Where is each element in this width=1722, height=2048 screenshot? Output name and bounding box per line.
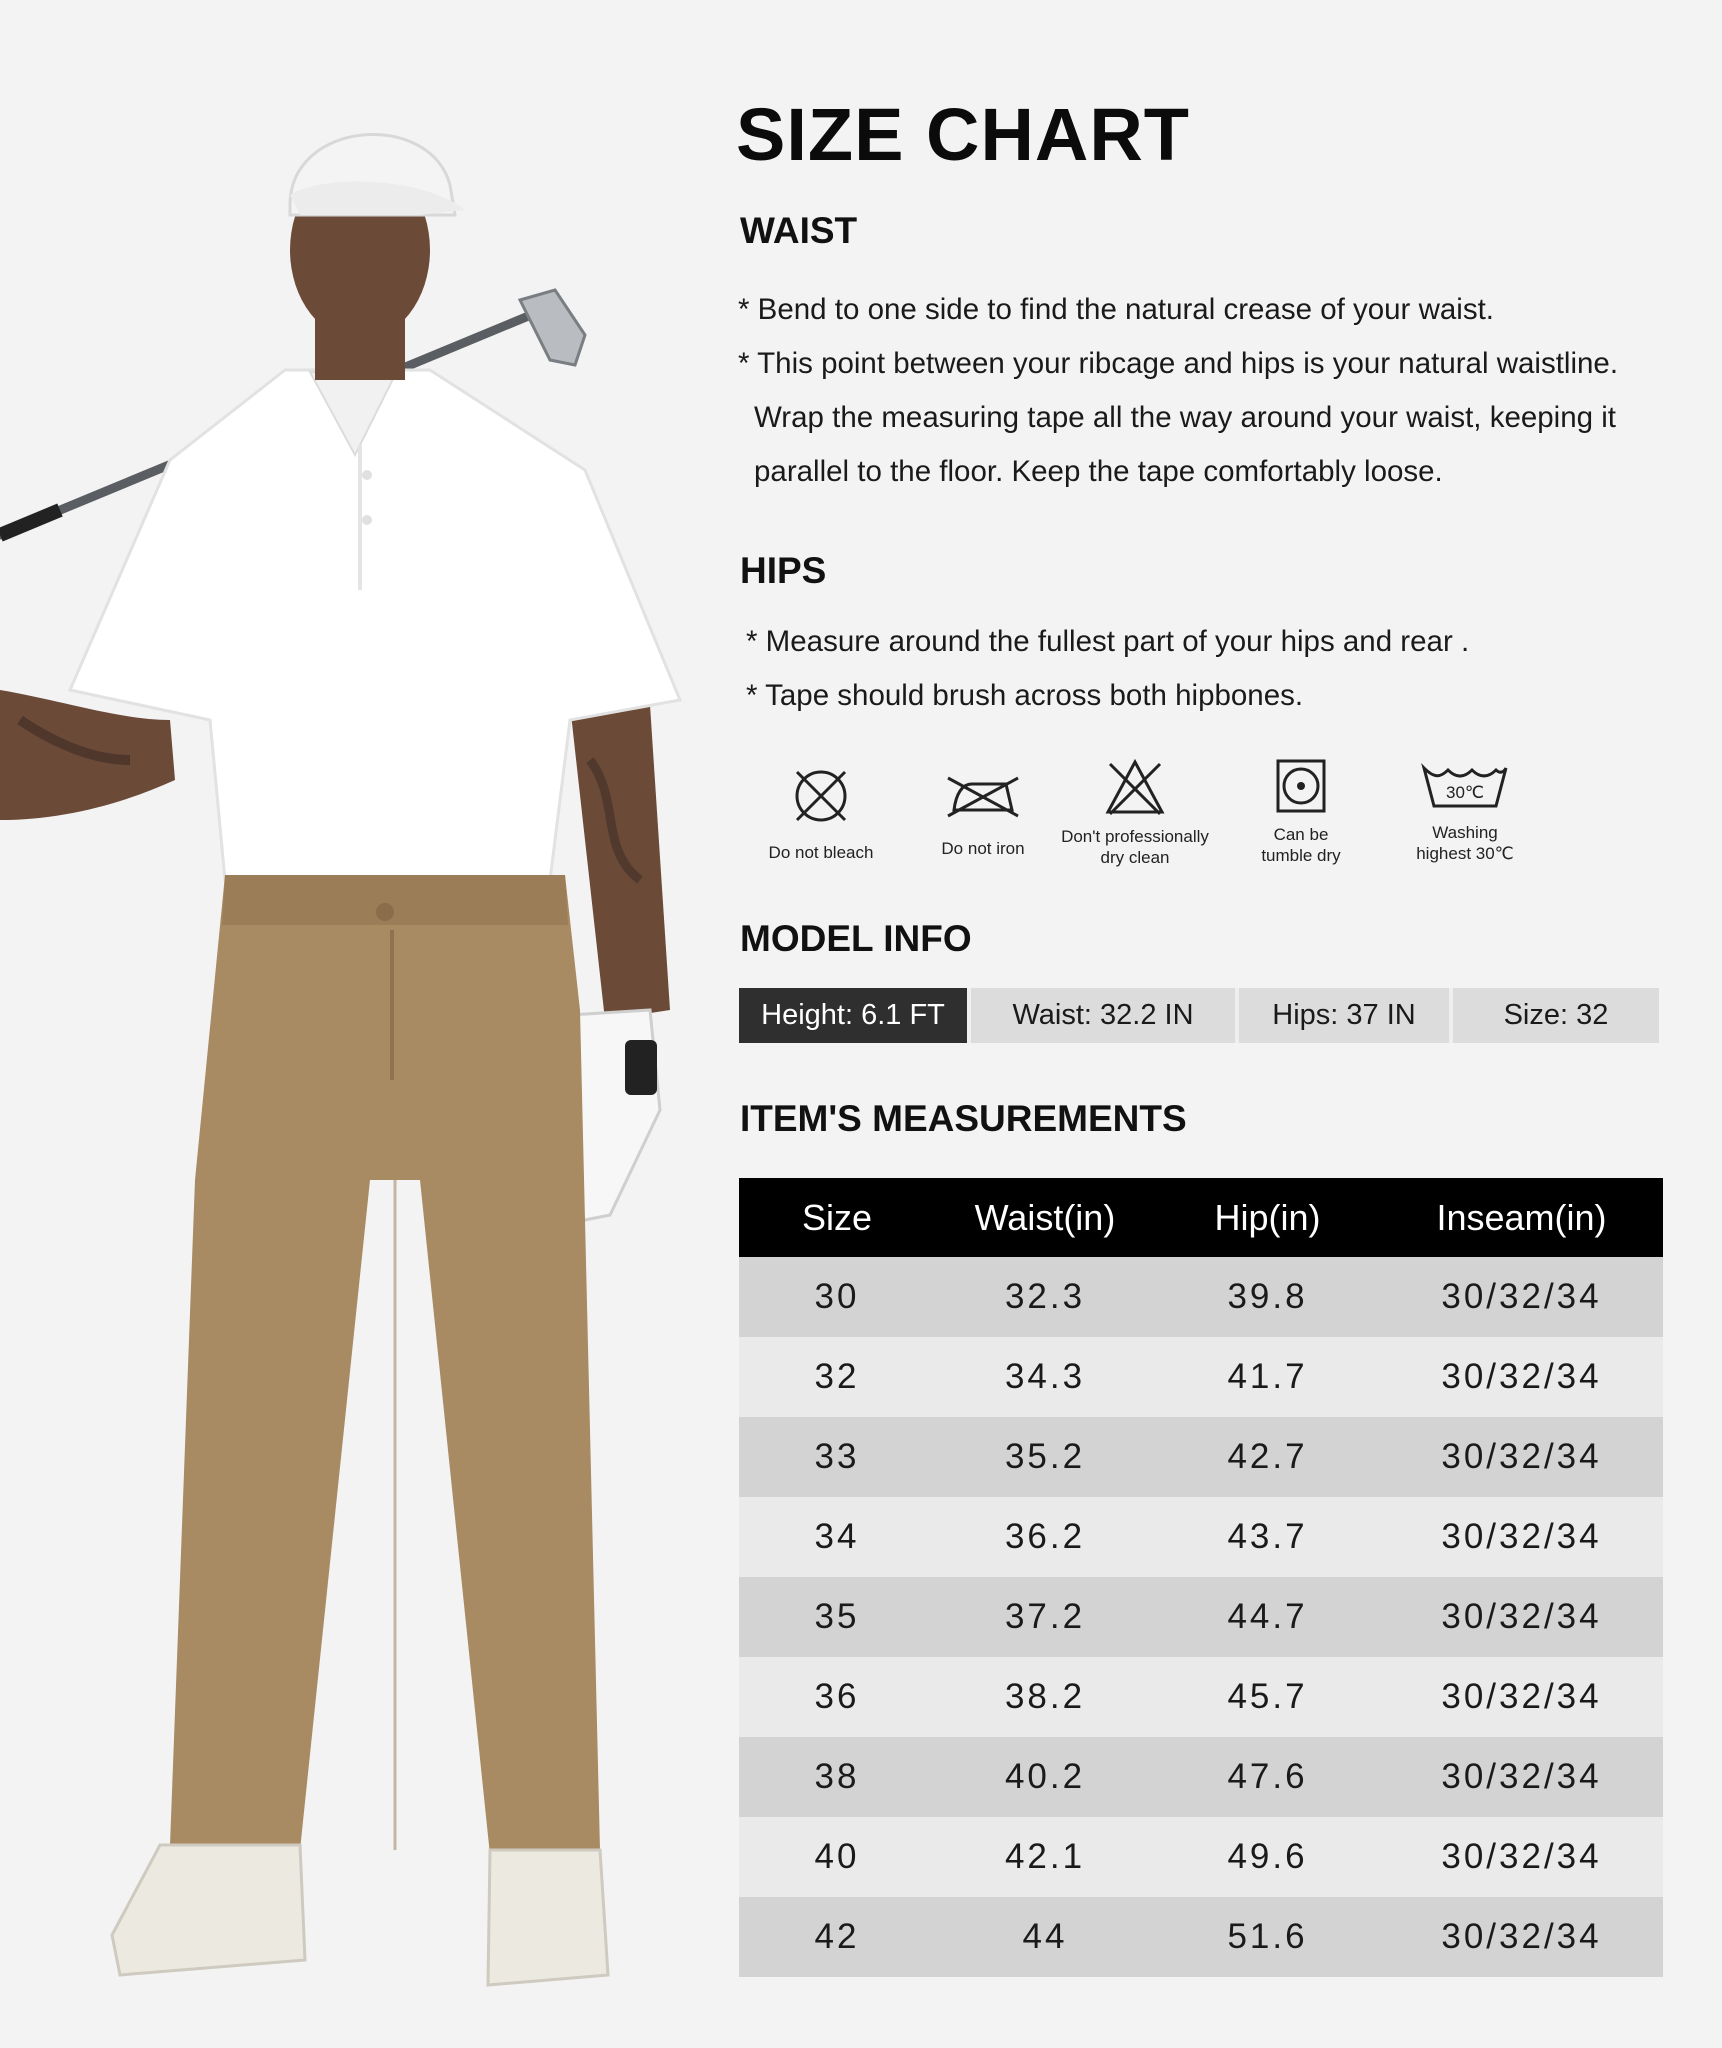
wash-temp: 30℃ [1445,783,1485,802]
cell-inseam: 30/32/34 [1441,1597,1602,1636]
care-label: Can be tumble dry [1261,825,1341,865]
care-label: Washing highest 30℃ [1416,823,1514,863]
cell-size: 40 [814,1837,860,1876]
cell-waist: 38.2 [1004,1677,1086,1716]
cell-hip: 44.7 [1227,1597,1308,1636]
model-info-heading: MODEL INFO [740,918,972,959]
cell-waist: 40.2 [1004,1757,1086,1796]
hips-heading: HIPS [740,550,827,591]
model-hips: Hips: 37 IN [1239,988,1453,1043]
model-size: Size: 32 [1453,988,1659,1043]
cell-size: 35 [814,1597,860,1636]
cell-hip: 45.7 [1227,1677,1308,1716]
table-row [739,1497,1663,1577]
cell-waist: 44 [1022,1917,1068,1956]
cell-size: 36 [814,1677,860,1716]
measurements-heading: ITEM'S MEASUREMENTS [740,1098,1187,1139]
cell-inseam: 30/32/34 [1441,1757,1602,1796]
cell-size: 32 [814,1357,860,1396]
tumble-dry-icon [1275,758,1327,814]
care-no-iron [898,772,1068,859]
cell-size: 30 [814,1277,860,1316]
care-wash-30 [1380,762,1550,864]
cell-waist: 36.2 [1004,1517,1086,1556]
table-row [739,1337,1663,1417]
model-height: Height: 6.1 FT [739,988,971,1043]
cell-waist: 35.2 [1004,1437,1086,1476]
table-row [739,1417,1663,1497]
care-instructions [736,752,1696,882]
model-waist: Waist: 32.2 IN [971,988,1239,1043]
no-bleach-icon [791,766,851,826]
cell-hip: 41.7 [1227,1357,1308,1396]
measurements-table [739,1178,1663,1977]
table-body [739,1257,1663,1977]
cell-inseam: 30/32/34 [1441,1277,1602,1316]
care-label: Don't professionally dry clean [1061,827,1209,867]
column-header-waist: Waist(in) [974,1196,1116,1238]
no-dry-clean-icon [1104,756,1166,818]
page-title: SIZE CHART [736,93,1190,176]
table-row [739,1897,1663,1977]
care-no-bleach [736,766,906,863]
cell-hip: 39.8 [1227,1277,1308,1316]
cell-waist: 34.3 [1004,1357,1086,1396]
care-tumble-dry [1216,758,1386,866]
cell-hip: 51.6 [1227,1917,1308,1956]
waist-line-3: Wrap the measuring tape all the way around your waist, keeping it [754,401,1616,434]
table-header [739,1178,1663,1257]
column-header-inseam: Inseam(in) [1436,1196,1607,1238]
waist-line-4: parallel to the floor. Keep the tape comfortably loose. [754,455,1443,488]
hips-line-1: * Measure around the fullest part of your hips and rear . [746,625,1470,658]
column-header-size: Size [801,1196,873,1238]
hips-line-2: * Tape should brush across both hipbones. [746,679,1304,712]
waist-line-1: * Bend to one side to find the natural crease of your waist. [738,293,1494,326]
cell-inseam: 30/32/34 [1441,1917,1602,1956]
model-photo [0,0,700,2048]
table-row [739,1817,1663,1897]
table-row [739,1577,1663,1657]
waist-line-2: * This point between your ribcage and hips is your natural waistline. [738,347,1619,380]
cell-inseam: 30/32/34 [1441,1517,1602,1556]
cell-hip: 42.7 [1227,1437,1308,1476]
wash-30-icon [1420,762,1510,812]
cell-hip: 43.7 [1227,1517,1308,1556]
cell-waist: 42.1 [1004,1837,1086,1876]
care-no-dry-clean [1050,756,1220,868]
waist-heading: WAIST [740,210,858,251]
care-label: Do not iron [941,839,1025,858]
cell-inseam: 30/32/34 [1441,1677,1602,1716]
table-row [739,1737,1663,1817]
cell-inseam: 30/32/34 [1441,1357,1602,1396]
no-iron-icon [944,772,1022,820]
cell-hip: 47.6 [1227,1757,1308,1796]
size-chart-panel [736,0,1696,2048]
cell-inseam: 30/32/34 [1441,1437,1602,1476]
cell-inseam: 30/32/34 [1441,1837,1602,1876]
cell-waist: 37.2 [1004,1597,1086,1636]
cell-hip: 49.6 [1227,1837,1308,1876]
cell-size: 34 [814,1517,860,1556]
model-info-bar [739,988,1659,1043]
table-row [739,1657,1663,1737]
care-label: Do not bleach [768,843,874,862]
column-header-hip: Hip(in) [1214,1196,1321,1238]
cell-size: 38 [814,1757,860,1796]
cell-size: 42 [814,1917,860,1956]
cell-size: 33 [814,1437,860,1476]
cell-waist: 32.3 [1004,1277,1086,1316]
table-row [739,1257,1663,1337]
